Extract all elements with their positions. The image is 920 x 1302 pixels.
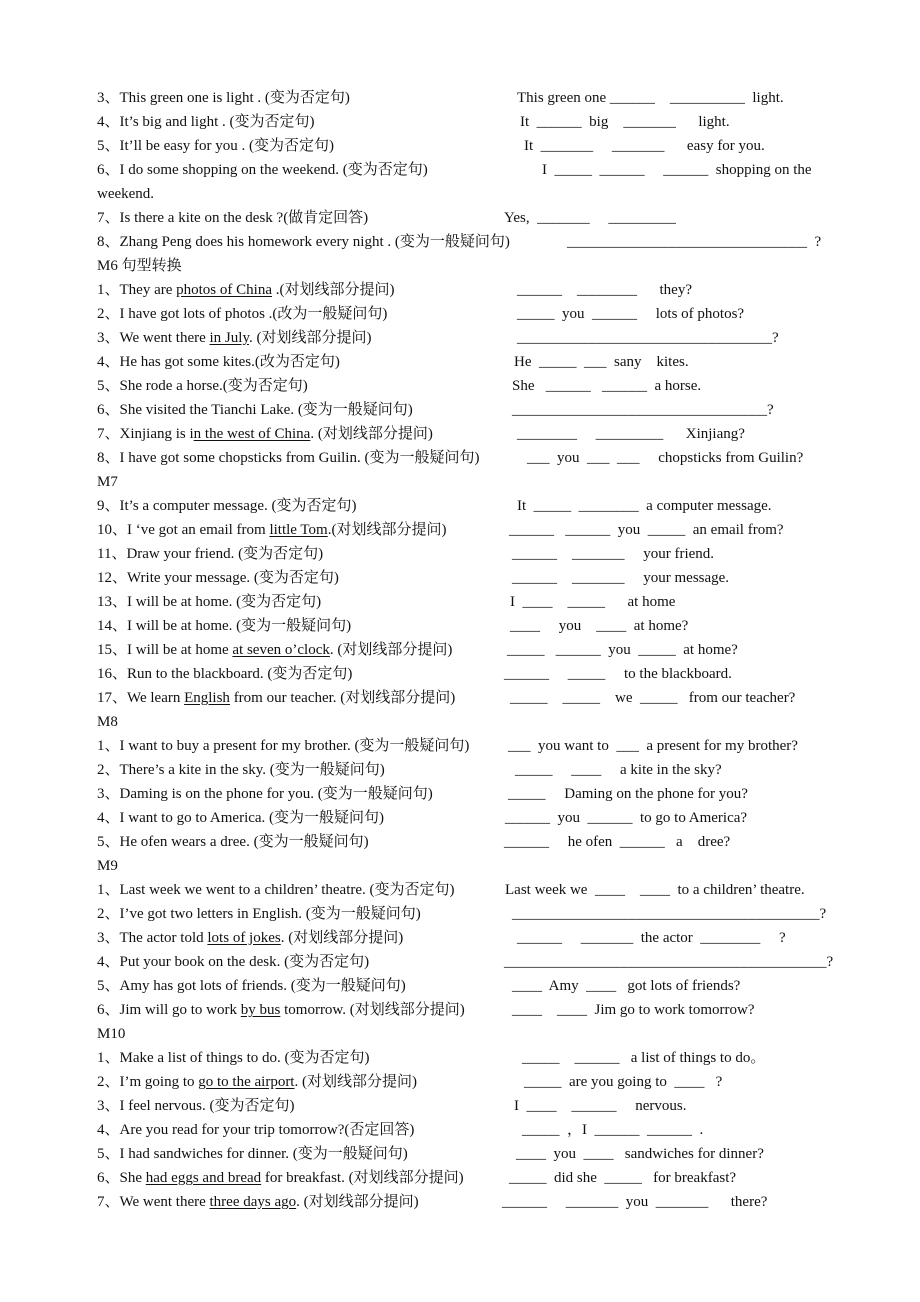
question-prefix: 3、We went there: [97, 330, 210, 346]
question-text: 12、Write your message. (变为否定句): [97, 570, 339, 586]
question-prefix: 10、I ‘ve got an email from: [97, 522, 270, 538]
question-text: 4、Are you read for your trip tomorrow?(否定回答): [97, 1122, 415, 1138]
answer-blank: _____ Daming on the phone for you?: [508, 786, 748, 802]
section-heading-m10: M10: [97, 1026, 126, 1042]
exercise-row: [97, 496, 837, 520]
section-heading-m9: M9: [97, 858, 118, 874]
answer-blank: ______ _____ to the blackboard.: [504, 666, 732, 682]
answer-blank: __________________________________?: [517, 330, 779, 346]
answer-blank: I ____ ______ nervous.: [514, 1098, 687, 1114]
exercise-row: [97, 928, 837, 952]
exercise-row: [97, 520, 837, 544]
exercise-row: [97, 880, 837, 904]
question-text: [97, 1192, 419, 1212]
exercise-row: [97, 1144, 837, 1168]
answer-blank: ___ you want to ___ a present for my brother?: [508, 738, 798, 754]
exercise-row: [97, 688, 837, 712]
answer-blank: Last week we ____ ____ to a children’ theatre.: [505, 882, 805, 898]
answer-blank: _____ you ______ lots of photos?: [517, 306, 745, 322]
question-suffix: . (对划线部分提问): [248, 330, 372, 346]
answer-blank: ____ you ____ sandwiches for dinner?: [516, 1146, 764, 1162]
question-text: [97, 280, 394, 300]
answer-blank: He _____ ___ sany kites.: [514, 354, 689, 370]
exercise-row: [97, 328, 837, 352]
exercise-row: [97, 808, 837, 832]
answer-blank: _____ ，I ______ ______ .: [522, 1122, 704, 1138]
exercise-row: [97, 448, 837, 472]
answer-blank: It _______ _______ easy for you.: [524, 138, 765, 154]
answer-blank: ______ _______ you _______ there?: [502, 1194, 768, 1210]
question-text: 5、I had sandwiches for dinner. (变为一般疑问句): [97, 1146, 408, 1162]
answer-blank: It _____ ________ a computer message.: [517, 498, 772, 514]
question-prefix: 7、Xinjiang is i: [97, 426, 194, 442]
exercise-row: [97, 424, 837, 448]
exercise-row: [97, 736, 837, 760]
answer-blank: ______ ______ you _____ an email from?: [509, 522, 784, 538]
question-text: 1、Last week we went to a children’ theatre. (变为否定句): [97, 882, 455, 898]
answer-blank: ______ _______ your friend.: [512, 546, 715, 562]
exercise-row: [97, 376, 837, 400]
answer-blank: ______ ________ they?: [517, 282, 692, 298]
exercise-row: [97, 88, 837, 112]
answer-blank: ______ _______ the actor ________ ?: [517, 930, 786, 946]
question-text: 3、This green one is light . (变为否定句): [97, 90, 350, 106]
question-text: 11、Draw your friend. (变为否定句): [97, 546, 324, 562]
question-text: 1、Make a list of things to do. (变为否定句): [97, 1050, 370, 1066]
answer-blank: _____ did she _____ for breakfast?: [509, 1170, 737, 1186]
question-text: 9、It’s a computer message. (变为否定句): [97, 498, 357, 514]
question-prefix: 1、They are: [97, 282, 177, 298]
section-heading-m6: M6 句型转换: [97, 258, 182, 274]
question-text: 2、I have got lots of photos .(改为一般疑问句): [97, 306, 388, 322]
question-text: 2、I’ve got two letters in English. (变为一般疑问句): [97, 906, 421, 922]
exercise-row: [97, 232, 837, 256]
answer-blank: __________________________________?: [512, 402, 774, 418]
answer-blank: _____ ______ you _____ at home?: [507, 642, 738, 658]
question-prefix: 7、We went there: [97, 1194, 210, 1210]
underlined-phrase: three days ago: [209, 1194, 297, 1210]
exercise-row: [97, 136, 837, 160]
question-text: 4、Put your book on the desk. (变为否定句): [97, 954, 370, 970]
exercise-row: [97, 640, 837, 664]
question-text: 4、He has got some kites.(改为否定句): [97, 354, 340, 370]
answer-blank: ____ you ____ at home?: [510, 618, 689, 634]
section-heading-m7: M7: [97, 474, 118, 490]
question-suffix: from our teacher. (对划线部分提问): [229, 690, 456, 706]
answer-blank: I ____ _____ at home: [510, 594, 676, 610]
question-text: [97, 328, 371, 348]
answer-blank: It ______ big _______ light.: [520, 114, 730, 130]
question-text: 2、There’s a kite in the sky. (变为一般疑问句): [97, 762, 385, 778]
underlined-phrase: at seven o’clock: [232, 642, 330, 658]
question-text: 6、I do some shopping on the weekend. (变为否定句): [97, 162, 428, 178]
exercise-row: [97, 112, 837, 136]
exercise-row: [97, 400, 837, 424]
exercise-row: [97, 976, 837, 1000]
answer-blank: ____ Amy ____ got lots of friends?: [512, 978, 741, 994]
question-text: 16、Run to the blackboard. (变为否定句): [97, 666, 353, 682]
question-text: [97, 1072, 417, 1092]
question-text: 8、I have got some chopsticks from Guilin. (变为一般疑问句): [97, 450, 480, 466]
exercise-row: [97, 304, 837, 328]
question-text: [97, 640, 452, 660]
answer-blank: ______ he ofen ______ a dree?: [504, 834, 731, 850]
question-suffix: . (对划线部分提问): [329, 642, 453, 658]
underlined-phrase: English: [184, 690, 230, 706]
question-continuation: weekend.: [97, 186, 155, 202]
question-suffix: .(对划线部分提问): [327, 522, 447, 538]
question-text: [97, 1168, 464, 1188]
exercise-row: [97, 592, 837, 616]
underlined-phrase: go to the airport: [198, 1074, 295, 1090]
question-text: 3、Daming is on the phone for you. (变为一般疑问句): [97, 786, 433, 802]
question-text: 3、I feel nervous. (变为否定句): [97, 1098, 295, 1114]
question-text: 5、Amy has got lots of friends. (变为一般疑问句): [97, 978, 406, 994]
question-text: [97, 928, 403, 948]
answer-blank: _____ are you going to ____ ?: [524, 1074, 723, 1090]
answer-blank: ______ you ______ to go to America?: [505, 810, 748, 826]
exercise-row: [97, 1096, 837, 1120]
question-text: 4、I want to go to America. (变为一般疑问句): [97, 810, 385, 826]
question-suffix: .(对划线部分提问): [271, 282, 395, 298]
exercise-row: [97, 760, 837, 784]
question-prefix: 6、She: [97, 1170, 146, 1186]
question-text: [97, 520, 446, 540]
question-text: 4、It’s big and light . (变为否定句): [97, 114, 315, 130]
question-text: 6、She visited the Tianchi Lake. (变为一般疑问句): [97, 402, 413, 418]
exercise-row: [97, 1192, 837, 1216]
question-suffix: . (对划线部分提问): [296, 1194, 419, 1210]
underlined-phrase: little Tom: [269, 522, 328, 538]
exercise-row: [97, 784, 837, 808]
question-text: 7、Is there a kite on the desk ?(做肯定回答): [97, 210, 369, 226]
question-text: [97, 688, 455, 708]
exercise-row: [97, 280, 837, 304]
exercise-row: [97, 1000, 837, 1024]
question-prefix: 3、The actor told: [97, 930, 208, 946]
question-text: 1、I want to buy a present for my brother. (变为一般疑问句): [97, 738, 470, 754]
answer-blank: _____ ____ a kite in the sky?: [515, 762, 722, 778]
question-suffix: . (对划线部分提问): [310, 426, 433, 442]
exercise-row: [97, 352, 837, 376]
exercise-row: [97, 616, 837, 640]
question-suffix: . (对划线部分提问): [294, 1074, 417, 1090]
section-heading-m8: M8: [97, 714, 118, 730]
exercise-row: [97, 664, 837, 688]
answer-blank: She ______ ______ a horse.: [512, 378, 702, 394]
question-text: [97, 424, 433, 444]
exercise-row: [97, 184, 837, 208]
answer-blank: This green one ______ __________ light.: [517, 90, 784, 106]
question-suffix: for breakfast. (对划线部分提问): [261, 1170, 464, 1186]
question-suffix: . (对划线部分提问): [280, 930, 404, 946]
underlined-phrase: by bus: [240, 1002, 281, 1018]
underlined-phrase: photos of China: [176, 282, 272, 298]
question-prefix: 6、Jim will go to work: [97, 1002, 241, 1018]
exercise-row: [97, 568, 837, 592]
answer-blank: _________________________________________?: [512, 906, 827, 922]
answer-blank: ____ ____ Jim go to work tomorrow?: [512, 1002, 755, 1018]
answer-blank: _____ ______ a list of things to do。: [522, 1050, 766, 1066]
underlined-phrase: lots of jokes: [207, 930, 281, 946]
exercise-row: [97, 208, 837, 232]
underlined-phrase: had eggs and bread: [145, 1170, 262, 1186]
question-text: 5、He ofen wears a dree. (变为一般疑问句): [97, 834, 369, 850]
answer-blank: ______ _______ your message.: [512, 570, 730, 586]
exercise-row: [97, 832, 837, 856]
answer-blank: _____ _____ we _____ from our teacher?: [510, 690, 796, 706]
question-text: 5、It’ll be easy for you . (变为否定句): [97, 138, 335, 154]
answer-blank: ________ _________ Xinjiang?: [517, 426, 745, 442]
underlined-phrase: in July: [209, 330, 249, 346]
exercise-row: [97, 1168, 837, 1192]
exercise-row: [97, 952, 837, 976]
question-text: 8、Zhang Peng does his homework every night . (变为一般疑问句): [97, 234, 510, 250]
question-text: 5、She rode a horse.(变为否定句): [97, 378, 308, 394]
question-prefix: 15、I will be at home: [97, 642, 233, 658]
question-text: 14、I will be at home. (变为一般疑问句): [97, 618, 352, 634]
answer-blank: ___________________________________________?: [504, 954, 834, 970]
underlined-phrase: n the west of China: [193, 426, 311, 442]
question-suffix: tomorrow. (对划线部分提问): [280, 1002, 465, 1018]
exercise-row: [97, 160, 837, 184]
question-text: 13、I will be at home. (变为否定句): [97, 594, 322, 610]
answer-blank: I _____ ______ ______ shopping on the: [542, 162, 812, 178]
answer-blank: Yes, _______ _________: [504, 210, 676, 226]
exercise-row: [97, 1072, 837, 1096]
exercise-row: [97, 544, 837, 568]
answer-blank: ___ you ___ ___ chopsticks from Guilin?: [527, 450, 804, 466]
question-prefix: 2、I’m going to: [97, 1074, 199, 1090]
question-prefix: 17、We learn: [97, 690, 185, 706]
answer-blank: ________________________________ ?: [567, 234, 822, 250]
exercise-row: [97, 1120, 837, 1144]
question-text: [97, 1000, 465, 1020]
exercise-row: [97, 904, 837, 928]
exercise-row: [97, 1048, 837, 1072]
